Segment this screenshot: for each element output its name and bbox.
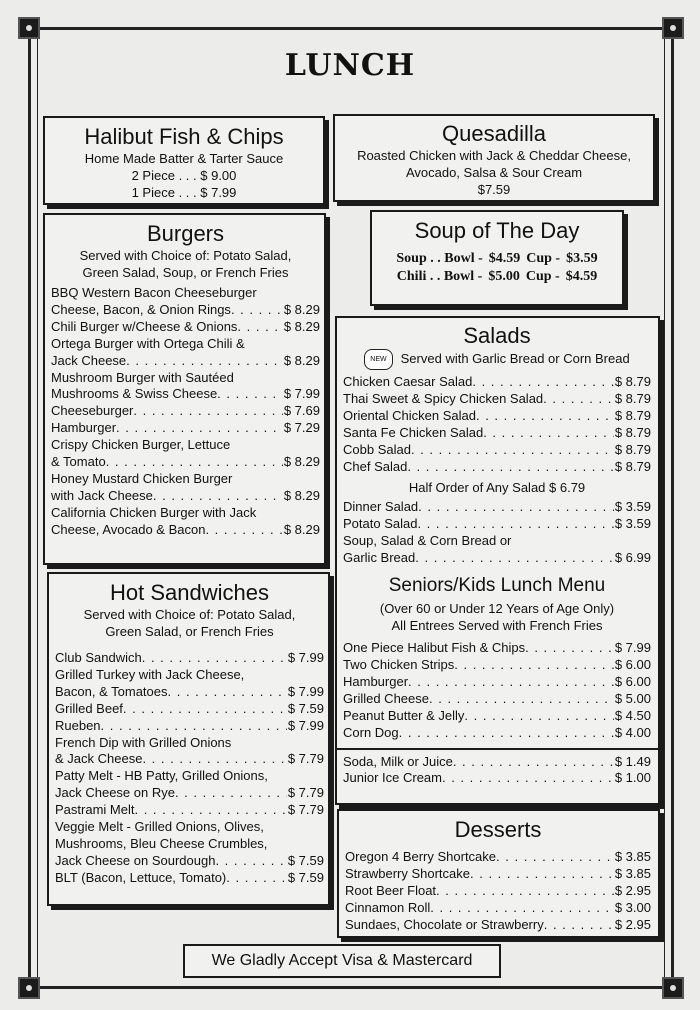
item-name: Cheeseburger — [51, 403, 134, 419]
leader-dots — [226, 870, 287, 887]
item-price: $ 8.79 — [614, 407, 651, 423]
item-price: $ 7.59 — [287, 869, 324, 885]
leader-dots — [133, 403, 282, 420]
payment-notice: We Gladly Accept Visa & Mastercard — [183, 944, 501, 978]
salads-items — [343, 374, 651, 475]
item-name: Pastrami Melt — [55, 802, 135, 818]
menu-item — [343, 499, 651, 516]
list-item — [343, 391, 651, 408]
item-price: $ 2.95 — [614, 882, 651, 898]
item-price: $ 6.00 — [614, 673, 651, 689]
leader-dots — [153, 488, 283, 505]
item-price: $ 7.59 — [287, 852, 324, 868]
item-name: & Tomato — [51, 454, 106, 470]
item-desc: California Chicken Burger with Jack — [51, 504, 257, 520]
item-price: $ 4.00 — [614, 724, 651, 740]
list-item — [343, 674, 651, 691]
item-price: $ 7.99 — [200, 185, 237, 200]
item-price: $ 4.50 — [614, 707, 651, 723]
halibut-title: Halibut Fish & Chips — [84, 124, 284, 149]
soup-label: Chili . . Bowl - — [396, 269, 483, 284]
menu-item — [343, 550, 651, 567]
corner-ornament-icon — [662, 17, 684, 39]
list-item — [51, 319, 320, 336]
item-price: $ 8.29 — [283, 521, 320, 537]
item-price: $ 7.99 — [614, 640, 651, 656]
page-title: LUNCH — [284, 48, 416, 83]
item-name: Hamburger — [343, 673, 409, 689]
leader-dots — [123, 701, 287, 718]
menu-item — [55, 650, 324, 667]
desserts-section — [337, 809, 660, 938]
leader-dots — [436, 883, 614, 900]
menu-item — [51, 319, 320, 336]
item-name: 1 Piece . . . — [131, 185, 201, 200]
menu-item — [51, 386, 320, 403]
item-name: Dinner Salad — [343, 499, 419, 515]
item-name: Strawberry Shortcake — [345, 865, 470, 881]
hot-sandwiches-desc-2: Green Salad, or French Fries — [105, 624, 274, 639]
hot-sandwiches-desc-1: Served with Choice of: Potato Salad, — [83, 607, 296, 622]
item-name: Peanut Butter & Jelly — [343, 707, 465, 723]
list-item — [51, 370, 320, 404]
quesadilla-desc-2: Avocado, Salsa & Sour Cream — [405, 165, 583, 180]
item-name: Bacon, & Tomatoes — [55, 683, 168, 699]
corner-ornament-icon — [18, 17, 40, 39]
frame-right — [671, 22, 674, 992]
salads-section — [335, 316, 660, 805]
frame-left — [28, 22, 31, 992]
list-item — [343, 770, 651, 787]
leader-dots — [418, 499, 614, 516]
frame-right-inner — [664, 36, 665, 981]
item-price: $ 8.79 — [614, 458, 651, 474]
leader-dots — [142, 751, 286, 768]
list-item — [343, 754, 651, 771]
item-price: $ 7.99 — [287, 650, 324, 665]
item-name: Chili Burger w/Cheese & Onions — [51, 318, 238, 334]
soup-bowl-price: $4.59 — [488, 251, 521, 266]
hot-sandwiches-section — [47, 572, 330, 906]
item-desc: Mushroom Burger with Sautéed — [51, 369, 234, 385]
item-price: $ 7.59 — [287, 700, 324, 716]
item-price: $ 8.29 — [283, 301, 320, 317]
menu-item — [343, 408, 651, 425]
item-price: $ 3.59 — [614, 499, 651, 515]
menu-item — [55, 802, 324, 819]
seniors-desc-2: All Entrees Served with French Fries — [391, 618, 603, 634]
list-item — [55, 701, 324, 718]
item-desc: BBQ Western Bacon Cheeseburger — [51, 285, 257, 300]
leader-dots — [205, 522, 282, 539]
menu-item — [343, 640, 651, 657]
list-item — [55, 667, 324, 701]
menu-item — [343, 657, 651, 674]
list-item — [55, 718, 324, 735]
item-price: $ 7.29 — [283, 420, 320, 436]
menu-item — [343, 754, 651, 771]
list-item — [343, 640, 651, 657]
leader-dots — [496, 849, 614, 866]
menu-item — [51, 353, 320, 370]
item-price: $ 5.00 — [614, 690, 651, 706]
menu-item — [55, 718, 324, 735]
drink-items — [343, 754, 651, 788]
list-item — [55, 802, 324, 819]
list-item — [343, 374, 651, 391]
item-desc: Mushrooms, Bleu Cheese Crumbles, — [55, 835, 268, 851]
leader-dots — [168, 684, 287, 701]
menu-item — [55, 684, 324, 701]
item-price: $ 8.79 — [614, 390, 651, 406]
item-name: Club Sandwich — [55, 650, 142, 665]
menu-item — [343, 770, 651, 787]
list-item — [345, 917, 651, 934]
item-price: $ 1.00 — [614, 770, 651, 786]
list-item — [55, 870, 324, 887]
corner-ornament-icon — [18, 977, 40, 999]
burgers-section — [43, 213, 326, 565]
item-price: $ 8.79 — [614, 441, 651, 457]
menu-item — [51, 302, 320, 319]
leader-dots — [106, 454, 283, 471]
leader-dots — [215, 853, 286, 870]
list-item — [51, 471, 320, 505]
item-name: Root Beer Float — [345, 882, 437, 898]
menu-item — [55, 701, 324, 718]
leader-dots — [454, 657, 614, 674]
item-name: Chef Salad — [343, 458, 408, 474]
item-name: Cobb Salad — [343, 441, 411, 457]
burgers-desc-2: Green Salad, Soup, or French Fries — [82, 265, 289, 280]
seniors-desc-1: (Over 60 or Under 12 Years of Age Only) — [379, 601, 615, 617]
halibut-desc: Home Made Batter & Tarter Sauce — [84, 151, 284, 166]
soup-rows — [372, 250, 622, 286]
list-item — [345, 866, 651, 883]
soup-label: Soup . . Bowl - — [396, 251, 483, 266]
list-item — [51, 403, 320, 420]
item-name: One Piece Halibut Fish & Chips — [343, 640, 526, 656]
list-item — [55, 768, 324, 802]
item-price: $ 3.59 — [614, 516, 651, 532]
corner-ornament-icon — [662, 977, 684, 999]
leader-dots — [544, 917, 614, 934]
menu-item — [345, 849, 651, 866]
soup-section — [370, 210, 624, 306]
leader-dots — [417, 516, 613, 533]
item-name: 2 Piece . . . — [131, 168, 201, 183]
menu-item — [343, 516, 651, 533]
item-name: Rueben — [55, 717, 101, 733]
item-name: Mushrooms & Swiss Cheese — [51, 386, 218, 402]
item-desc: Ortega Burger with Ortega Chili & — [51, 335, 245, 351]
item-desc: Patty Melt - HB Patty, Grilled Onions, — [55, 768, 268, 784]
leader-dots — [408, 674, 614, 691]
item-price: $ 9.00 — [200, 168, 237, 183]
item-price: $ 8.29 — [283, 318, 320, 334]
item-desc: Crispy Chicken Burger, Lettuce — [51, 437, 231, 453]
item-price: $ 3.85 — [614, 849, 651, 864]
item-name: with Jack Cheese — [51, 487, 153, 503]
soup-row — [372, 268, 622, 286]
item-price: $ 8.29 — [283, 487, 320, 503]
list-item — [343, 499, 651, 516]
item-price: $ 7.79 — [287, 751, 324, 767]
leader-dots — [134, 802, 286, 819]
menu-item — [343, 391, 651, 408]
item-price: $ 7.99 — [287, 717, 324, 733]
menu-item — [51, 403, 320, 420]
menu-item — [345, 900, 651, 917]
desserts-title: Desserts — [454, 817, 542, 842]
item-price: $ 8.79 — [614, 424, 651, 440]
dessert-items — [345, 849, 651, 934]
soup-cup-label: Cup - — [525, 269, 560, 284]
item-name: Corn Dog — [343, 724, 399, 740]
item-price: $ 7.99 — [283, 386, 320, 402]
frame-top — [22, 27, 677, 30]
item-name: Oriental Chicken Salad — [343, 407, 476, 423]
item-desc: Soup, Salad & Corn Bread or — [343, 533, 512, 549]
item-name: Junior Ice Cream — [343, 770, 442, 786]
quesadilla-desc-1: Roasted Chicken with Jack & Cheddar Cheese, — [357, 148, 631, 163]
menu-item — [343, 374, 651, 391]
list-item — [343, 442, 651, 459]
list-item — [55, 735, 324, 769]
leader-dots — [472, 374, 613, 391]
list-item — [343, 691, 651, 708]
menu-item — [55, 785, 324, 802]
leader-dots — [101, 718, 287, 735]
burgers-items — [51, 285, 320, 539]
salads-desc-line — [343, 349, 651, 370]
leader-dots — [407, 459, 614, 476]
leader-dots — [217, 386, 283, 403]
menu-item — [55, 751, 324, 768]
item-price: $ 7.99 — [287, 683, 324, 699]
new-badge-icon: NEW — [364, 349, 392, 370]
item-price: $ 6.99 — [614, 550, 651, 566]
leader-dots — [411, 442, 614, 459]
soup-cup-label: Cup - — [526, 251, 561, 266]
item-name: Oregon 4 Berry Shortcake — [345, 849, 497, 864]
soup-cup-price: $3.59 — [566, 251, 598, 266]
list-item — [55, 650, 324, 667]
menu-item — [51, 522, 320, 539]
list-item — [343, 533, 651, 567]
menu-item — [45, 167, 323, 184]
leader-dots — [543, 391, 614, 408]
halibut-items — [45, 167, 323, 201]
hot-sandwiches-items — [55, 650, 324, 887]
menu-item — [343, 425, 651, 442]
salads-title: Salads — [463, 323, 531, 348]
item-price: $ 6.00 — [614, 656, 651, 672]
hot-sandwiches-title: Hot Sandwiches — [110, 580, 269, 605]
leader-dots — [126, 353, 283, 370]
item-desc: French Dip with Grilled Onions — [55, 734, 232, 750]
leader-dots — [429, 691, 614, 708]
leader-dots — [470, 866, 614, 883]
menu-item — [345, 866, 651, 883]
menu-item — [343, 442, 651, 459]
item-price: $ 2.95 — [614, 916, 651, 932]
list-item — [55, 819, 324, 870]
item-name: Cinnamon Roll — [345, 899, 431, 915]
item-name: Sundaes, Chocolate or Strawberry — [345, 916, 544, 932]
leader-dots — [464, 708, 613, 725]
soup-title: Soup of The Day — [414, 218, 580, 243]
list-item — [345, 883, 651, 900]
item-price: $ 1.49 — [614, 753, 651, 769]
leader-dots — [453, 754, 614, 771]
soup-bowl-price: $5.00 — [488, 269, 520, 284]
item-name: Thai Sweet & Spicy Chicken Salad — [343, 390, 544, 406]
list-item — [51, 420, 320, 437]
item-price: $ 3.00 — [614, 899, 651, 915]
list-item — [343, 516, 651, 533]
leader-dots — [116, 420, 283, 437]
list-item — [345, 849, 651, 866]
item-desc: Veggie Melt - Grilled Onions, Olives, — [55, 819, 264, 835]
item-name: Cheese, Bacon, & Onion Rings — [51, 301, 231, 317]
list-item — [343, 725, 651, 742]
menu-item — [345, 917, 651, 934]
item-name: Garlic Bread — [343, 550, 416, 566]
menu-item — [343, 459, 651, 476]
menu-item — [345, 883, 651, 900]
item-name: Grilled Beef — [55, 700, 123, 716]
list-item — [343, 657, 651, 674]
item-name: Cheese, Avocado & Bacon — [51, 521, 206, 537]
seniors-title: Seniors/Kids Lunch Menu — [388, 575, 606, 597]
item-name: Soda, Milk or Juice — [343, 753, 453, 769]
soup-row — [372, 250, 622, 268]
list-item — [51, 336, 320, 370]
item-price: $ 3.85 — [614, 865, 651, 881]
leader-dots — [476, 408, 614, 425]
leader-dots — [430, 900, 614, 917]
half-order-note: Half Order of Any Salad $ 6.79 — [408, 480, 586, 496]
item-desc: Grilled Turkey with Jack Cheese, — [55, 666, 245, 682]
item-name: Grilled Cheese — [343, 690, 429, 706]
list-item — [51, 285, 320, 319]
menu-item — [51, 488, 320, 505]
list-item — [51, 505, 320, 539]
quesadilla-price: $7.59 — [477, 182, 511, 197]
list-item — [345, 900, 651, 917]
soup-cup-price: $4.59 — [565, 269, 598, 284]
burgers-title: Burgers — [146, 221, 225, 246]
list-item — [343, 408, 651, 425]
item-name: Chicken Caesar Salad — [343, 374, 473, 389]
leader-dots — [483, 425, 614, 442]
item-price: $ 7.69 — [283, 403, 320, 419]
salads-items-2 — [343, 499, 651, 567]
leader-dots — [142, 650, 287, 667]
menu-item — [343, 708, 651, 725]
frame-bottom — [22, 986, 677, 989]
burgers-desc-1: Served with Choice of: Potato Salad, — [79, 248, 292, 263]
item-price: $ 8.29 — [283, 352, 320, 368]
menu-item — [343, 725, 651, 742]
item-name: BLT (Bacon, Lettuce, Tomato) — [55, 869, 227, 885]
salads-desc: Served with Garlic Bread or Corn Bread — [400, 350, 630, 366]
menu-item — [45, 184, 323, 201]
menu-item — [55, 853, 324, 870]
leader-dots — [399, 725, 614, 742]
list-item — [51, 437, 320, 471]
quesadilla-section — [333, 114, 655, 202]
leader-dots — [415, 550, 614, 567]
list-item — [343, 425, 651, 442]
menu-item — [343, 691, 651, 708]
list-item — [343, 708, 651, 725]
divider — [335, 748, 659, 750]
item-name: Two Chicken Strips — [343, 656, 455, 672]
halibut-section — [43, 116, 325, 205]
leader-dots — [442, 770, 614, 787]
leader-dots — [175, 785, 287, 802]
menu-item — [343, 674, 651, 691]
item-name: Jack Cheese — [51, 352, 127, 368]
item-price: $ 8.79 — [614, 374, 651, 389]
item-price: $ 8.29 — [283, 454, 320, 470]
frame-left-inner — [37, 36, 38, 981]
seniors-items — [343, 640, 651, 741]
item-name: Jack Cheese on Rye — [55, 785, 175, 801]
list-item — [343, 459, 651, 476]
item-desc: Honey Mustard Chicken Burger — [51, 470, 233, 486]
leader-dots — [525, 640, 614, 657]
leader-dots — [231, 302, 283, 319]
item-name: & Jack Cheese — [55, 751, 143, 767]
item-price: $ 7.79 — [287, 785, 324, 801]
leader-dots — [237, 319, 282, 336]
quesadilla-title: Quesadilla — [442, 121, 546, 146]
item-name: Santa Fe Chicken Salad — [343, 424, 484, 440]
menu-item — [51, 454, 320, 471]
item-name: Hamburger — [51, 420, 117, 436]
item-name: Jack Cheese on Sourdough — [55, 852, 216, 868]
item-price: $ 7.79 — [287, 802, 324, 818]
menu-item — [55, 870, 324, 887]
item-name: Potato Salad — [343, 516, 418, 532]
menu-item — [51, 420, 320, 437]
